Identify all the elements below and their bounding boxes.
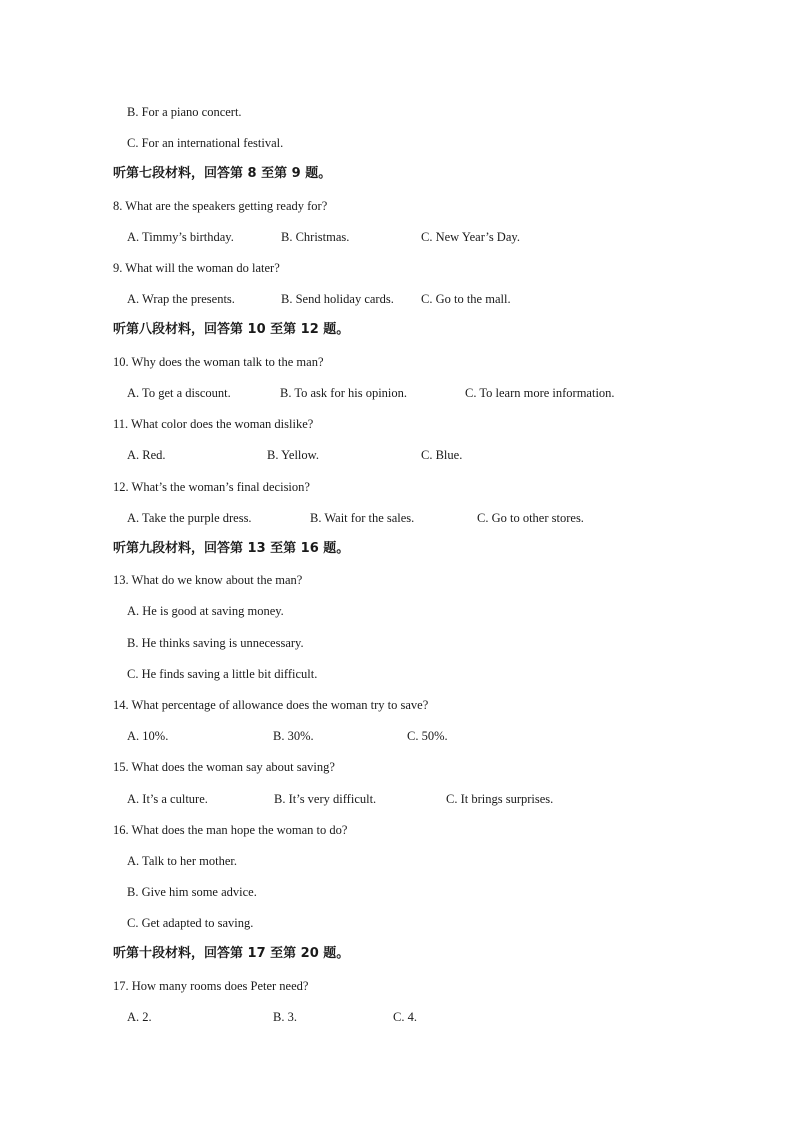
q12-option-c: C. Go to other stores. bbox=[477, 511, 584, 525]
question-12: 12. What’s the woman’s final decision? bbox=[113, 480, 310, 494]
q8-option-b: B. Christmas. bbox=[281, 230, 350, 244]
q14-option-a: A. 10%. bbox=[127, 729, 169, 743]
question-13: 13. What do we know about the man? bbox=[113, 573, 303, 587]
question-9: 9. What will the woman do later? bbox=[113, 261, 280, 275]
question-17: 17. How many rooms does Peter need? bbox=[113, 979, 309, 993]
q12-option-b: B. Wait for the sales. bbox=[310, 511, 415, 525]
q11-option-b: B. Yellow. bbox=[267, 448, 319, 462]
question-11: 11. What color does the woman dislike? bbox=[113, 417, 314, 431]
question-15: 15. What does the woman say about saving? bbox=[113, 760, 335, 774]
section-heading-10: 听第十段材料，回答第 17 至第 20 题。 bbox=[113, 946, 350, 961]
q9-option-c: C. Go to the mall. bbox=[421, 292, 511, 306]
question-8: 8. What are the speakers getting ready for? bbox=[113, 199, 328, 213]
q17-option-b: B. 3. bbox=[273, 1010, 297, 1024]
q15-option-b: B. It’s very difficult. bbox=[274, 792, 377, 806]
question-16: 16. What does the man hope the woman to do? bbox=[113, 823, 348, 837]
q12-option-a: A. Take the purple dress. bbox=[127, 511, 252, 525]
q11-option-c: C. Blue. bbox=[421, 448, 463, 462]
q16-option-b: B. Give him some advice. bbox=[127, 885, 257, 899]
q10-option-c: C. To learn more information. bbox=[465, 386, 615, 400]
q14-option-c: C. 50%. bbox=[407, 729, 448, 743]
q11-option-a: A. Red. bbox=[127, 448, 166, 462]
q14-option-b: B. 30%. bbox=[273, 729, 314, 743]
q16-option-a: A. Talk to her mother. bbox=[127, 854, 237, 868]
q15-option-c: C. It brings surprises. bbox=[446, 792, 554, 806]
question-14: 14. What percentage of allowance does the woman try to save? bbox=[113, 698, 429, 712]
q16-option-c: C. Get adapted to saving. bbox=[127, 916, 254, 930]
q17-option-c: C. 4. bbox=[393, 1010, 417, 1024]
q9-option-b: B. Send holiday cards. bbox=[281, 292, 394, 306]
q10-option-a: A. To get a discount. bbox=[127, 386, 231, 400]
q13-option-a: A. He is good at saving money. bbox=[127, 604, 284, 618]
section-heading-7: 听第七段材料，回答第 8 至第 9 题。 bbox=[113, 166, 332, 181]
section-heading-8: 听第八段材料，回答第 10 至第 12 题。 bbox=[113, 322, 350, 337]
section-heading-9: 听第九段材料，回答第 13 至第 16 题。 bbox=[113, 541, 350, 556]
q10-option-b: B. To ask for his opinion. bbox=[280, 386, 408, 400]
question-10: 10. Why does the woman talk to the man? bbox=[113, 355, 324, 369]
q13-option-c: C. He finds saving a little bit difficult. bbox=[127, 667, 318, 681]
option-c: C. For an international festival. bbox=[127, 136, 284, 150]
q15-option-a: A. It’s a culture. bbox=[127, 792, 208, 806]
q13-option-b: B. He thinks saving is unnecessary. bbox=[127, 636, 304, 650]
q17-option-a: A. 2. bbox=[127, 1010, 152, 1024]
q9-option-a: A. Wrap the presents. bbox=[127, 292, 235, 306]
option-b: B. For a piano concert. bbox=[127, 105, 242, 119]
q8-option-c: C. New Year’s Day. bbox=[421, 230, 520, 244]
q8-option-a: A. Timmy’s birthday. bbox=[127, 230, 234, 244]
